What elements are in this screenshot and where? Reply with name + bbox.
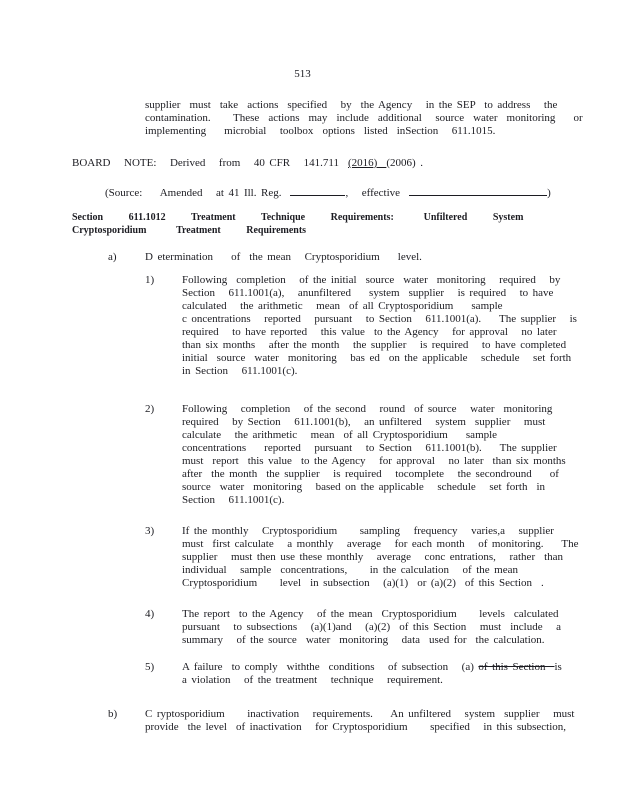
list-item-a3 [145, 525, 579, 590]
source-blank-register [290, 184, 345, 196]
board-note-suffix: (2006) . [386, 157, 423, 169]
item-marker: a) [108, 251, 117, 263]
item-marker: 1) [145, 274, 155, 286]
text-line: C ryptosporidium inactivation requirements. An unfiltered system supplier must [145, 708, 575, 720]
text-line: must first calculate a monthly average for each month of monitoring. The [182, 538, 579, 550]
text-line: supplier must then use these monthly average conc entrations, rather than [182, 551, 564, 563]
item-marker: 3) [145, 525, 155, 537]
text-line: concentrations reported pursuant to Section 611.1001(b). The supplier [182, 442, 557, 454]
board-note-prefix: BOARD NOTE: Derived from 40 CFR 141.711 [72, 157, 349, 169]
text-line: after the month the supplier is required tocomplete the secondround of [182, 468, 559, 480]
text-line: supplier must take actions specified by the Agency in the SEP to address the [145, 99, 558, 111]
text-line: calculate the arithmetic mean of all Cryptosporidium sample [182, 429, 498, 441]
text-line: calculated the arithmetic mean of all Cryptosporidium sample [182, 300, 503, 312]
section-heading-line: Section 611.1012 Treatment Technique Requirements: Unfiltered System [72, 212, 524, 223]
text-segment: A failure to comply withthe conditions of subsection (a) [182, 661, 479, 673]
text-line: a violation of the treatment technique requirement. [182, 674, 443, 686]
list-item-a [108, 251, 533, 264]
text-segment: is [554, 661, 562, 673]
source-close-paren: ) [547, 187, 551, 199]
deleted-text: of this Section [478, 661, 555, 673]
item-marker: 5) [145, 661, 155, 673]
text-line: required to have reported this value to the Agency for approval no later [182, 326, 557, 338]
intro-paragraph [145, 99, 583, 138]
text-line: individual sample concentrations, in the calculation of the mean [182, 564, 518, 576]
text-line: summary of the source water monitoring data used for the calculation. [182, 634, 545, 646]
item-marker: 2) [145, 403, 155, 415]
board-note [72, 157, 533, 170]
source-blank-effective-date [409, 184, 547, 196]
text-line: initial source water monitoring bas ed on the applicable schedule set forth [182, 352, 572, 364]
text-line: implementing microbial toolbox options listed inSection 611.1015. [145, 125, 496, 137]
text-line: Section 611.1001(c). [182, 494, 285, 506]
text-line: c oncentrations reported pursuant to Section 611.1001(a). The supplier is [182, 313, 577, 325]
text-line: source water monitoring based on the applicable schedule set forth in [182, 481, 546, 493]
source-line [105, 184, 551, 200]
list-item-a2 [145, 403, 566, 507]
text-line: required by Section 611.1001(b), an unfiltered system supplier must [182, 416, 546, 428]
list-item-a4 [145, 608, 562, 647]
text-line: D etermination of the mean Cryptosporidium level. [145, 251, 422, 263]
list-item-a1 [145, 274, 577, 378]
text-line: Following completion of the initial source water monitoring required by [182, 274, 561, 286]
section-heading-line: Cryptosporidium Treatment Requirements [72, 225, 307, 236]
text-line: Following completion of the second round of source water monitoring [182, 403, 553, 415]
text-line: Cryptosporidium level in subsection (a)(1) or (a)(2) of this Section . [182, 577, 544, 589]
source-effective-label: effective [348, 187, 410, 199]
text-line: must report this value to the Agency for approval no later than six months [182, 455, 566, 467]
section-heading [72, 211, 533, 237]
source-prefix: (Source: Amended at 41 Ill. Reg. [105, 187, 291, 199]
text-line: in Section 611.1001(c). [182, 365, 298, 377]
page-number: 513 [294, 68, 311, 80]
list-item-a5 [145, 661, 562, 687]
text-line: pursuant to subsections (a)(1)and (a)(2) of this Section must include a [182, 621, 562, 633]
text-line-with-deletion [182, 661, 562, 674]
source-comma: , [345, 187, 349, 199]
text-line: provide the level of inactivation for Cryptosporidium specified in this subsection, [145, 721, 567, 733]
text-line: than six months after the month the supplier is required to have completed [182, 339, 567, 351]
text-line: The report to the Agency of the mean Cryptosporidium levels calculated [182, 608, 559, 620]
list-item-b [108, 708, 575, 734]
item-marker: b) [108, 708, 118, 720]
text-line: contamination. These actions may include additional source water monitoring or [145, 112, 583, 124]
board-note-inserted-text: (2016) [348, 157, 387, 169]
text-line: Section 611.1001(a), anunfiltered system supplier is required to have [182, 287, 554, 299]
item-marker: 4) [145, 608, 155, 620]
text-line: If the monthly Cryptosporidium sampling frequency varies,a supplier [182, 525, 554, 537]
